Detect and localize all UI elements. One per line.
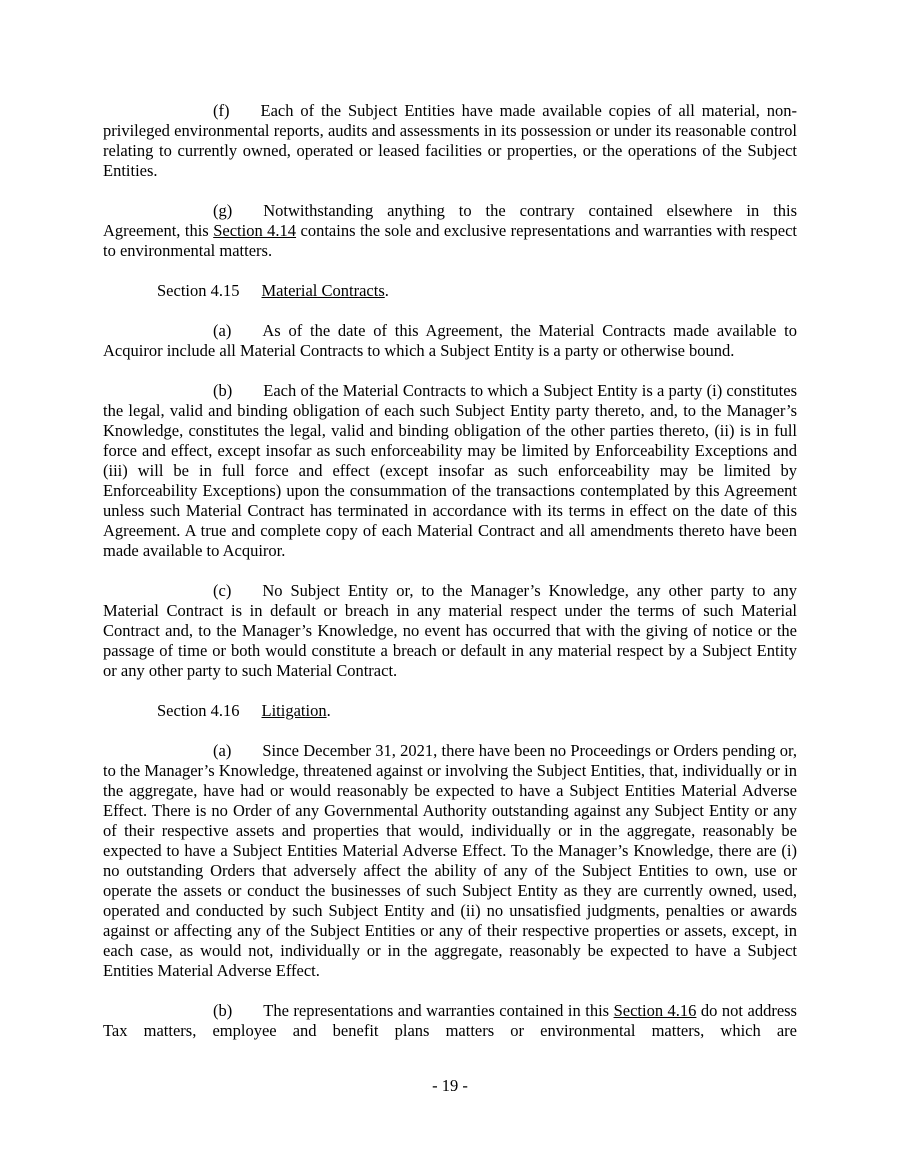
paragraph-label: (b) xyxy=(213,381,233,400)
paragraph-text: Each of the Material Contracts to which a Subject Entity is a party (i) constitutes the legal, valid and binding obligation of each such Subject Entity party thereto, and, to the Manager’s Knowledge, constitutes the legal, valid and binding obligation of the other parties thereto, (ii) is in full force and effect, except insofar as such enforceability may be limited by Enforceability Exceptions and (iii) will be in full force and effect (except insofar as such enforceability may be limited by Enforceability Exceptions) upon the consummation of the transactions contemplated by this Agreement unless such Material Contract has terminated in accordance with its terms in effect on the date of this Agreement. A true and complete copy of each Material Contract and all amendments thereto have been made available to Acquiror. xyxy=(103,381,797,560)
paragraph-4-15-c xyxy=(103,581,797,681)
section-number: Section 4.15 xyxy=(157,281,240,300)
section-4-14-reference: Section 4.14 xyxy=(213,221,297,240)
paragraph-4-16-b xyxy=(103,1001,797,1041)
paragraph-label: (c) xyxy=(213,581,232,600)
section-title-period: . xyxy=(326,701,331,720)
paragraph-text: Each of the Subject Entities have made available copies of all material, non-privileged environmental reports, audits and assessments in its possession or under its reasonable control relating to currently owned, operated or leased facilities or properties, or the operations of the Subject Entities. xyxy=(103,101,797,180)
paragraph-label: (a) xyxy=(213,321,232,340)
paragraph-g xyxy=(103,201,797,261)
paragraph-f xyxy=(103,101,797,181)
paragraph-label: (b) xyxy=(213,1001,233,1020)
paragraph-text: No Subject Entity or, to the Manager’s Knowledge, any other party to any Material Contract is in default or breach in any material respect under the terms of such Material Contract and, to the Manager’s Knowledge, no event has occurred that with the giving of notice or the passage of time or both would constitute a breach or default in any material respect by a Subject Entity or any other party to such Material Contract. xyxy=(103,581,797,680)
section-title-period: . xyxy=(384,281,389,300)
paragraph-text: As of the date of this Agreement, the Material Contracts made available to Acquiror include all Material Contracts to which a Subject Entity is a party or otherwise bound. xyxy=(103,321,797,360)
section-title: Material Contracts xyxy=(261,281,385,300)
section-title: Litigation xyxy=(261,701,327,720)
paragraph-text: The representations and warranties contained in this xyxy=(263,1001,614,1020)
section-4-15-heading xyxy=(103,281,797,301)
section-4-16-reference: Section 4.16 xyxy=(613,1001,697,1020)
section-number: Section 4.16 xyxy=(157,701,240,720)
paragraph-label: (f) xyxy=(213,101,230,120)
paragraph-text: Since December 31, 2021, there have been no Proceedings or Orders pending or, to the Manager’s Knowledge, threatened against or involving the Subject Entities, that, individually or in the aggregate, have had or would reasonably be expected to have a Subject Entities Material Adverse Effect. There is no Order of any Governmental Authority outstanding against any Subject Entity or any of their respective assets and properties that would, individually or in the aggregate, reasonably be expected to have a Subject Entities Material Adverse Effect. To the Manager’s Knowledge, there are (i) no outstanding Orders that adversely affect the ability of any of the Subject Entities to own, use or operate the assets or conduct the businesses of such Subject Entity as they are currently owned, used, operated and conducted by such Subject Entity and (ii) no unsatisfied judgments, penalties or awards against or affecting any of the Subject Entities or any of their respective properties or assets, except, in each case, as would not, individually or in the aggregate, reasonably be expected to have a Subject Entities Material Adverse Effect. xyxy=(103,741,797,980)
paragraph-label: (g) xyxy=(213,201,233,220)
paragraph-4-15-a xyxy=(103,321,797,361)
section-4-16-heading xyxy=(103,701,797,721)
paragraph-text: do not address Tax matters, employee and benefit plans matters or environmental matters, which are xyxy=(103,1001,797,1040)
paragraph-label: (a) xyxy=(213,741,232,760)
paragraph-text: contains the sole and exclusive representations and warranties with respect to environmental matters. xyxy=(103,221,798,260)
paragraph-text: Notwithstanding anything to the contrary contained elsewhere in this Agreement, this xyxy=(103,201,797,240)
paragraph-4-16-a xyxy=(103,741,797,981)
page-number: - 19 - xyxy=(432,1076,468,1095)
paragraph-4-15-b xyxy=(103,381,797,561)
